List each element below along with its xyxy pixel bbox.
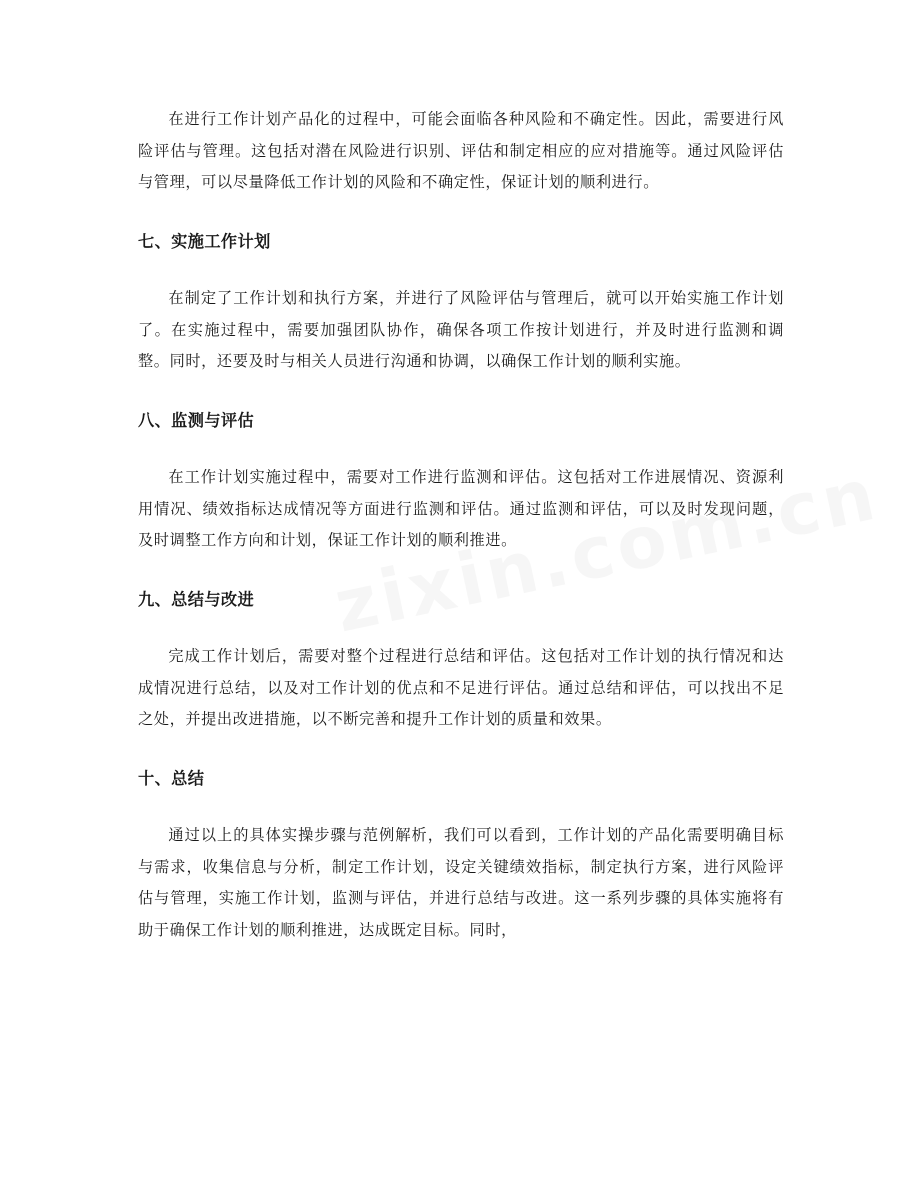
paragraph-implement-plan: 在制定了工作计划和执行方案，并进行了风险评估与管理后，就可以开始实施工作计划了。在实施过程中，需要加强团队协作，确保各项工作按计划进行，并及时进行监测和调整。同时，还要及时与相关人员进行沟通和协调，以确保工作计划的顺利实施。 [138,289,784,370]
heading-implement-plan: 七、实施工作计划 [138,231,271,251]
paragraph-risk-management: 在进行工作计划产品化的过程中，可能会面临各种风险和不确定性。因此，需要进行风险评估与管理。这包括对潜在风险进行识别、评估和制定相应的应对措施等。通过风险评估与管理，可以尽量降低工作计划的风险和不确定性，保证计划的顺利进行。 [138,110,784,191]
paragraph-summary-improve: 完成工作计划后，需要对整个过程进行总结和评估。这包括对工作计划的执行情况和达成情况进行总结，以及对工作计划的优点和不足进行评估。通过总结和评估，可以找出不足之处，并提出改进措施，以不断完善和提升工作计划的质量和效果。 [138,647,784,728]
document-body [138,104,784,946]
heading-monitor-evaluate: 八、监测与评估 [138,410,255,430]
paragraph-monitor-evaluate: 在工作计划实施过程中，需要对工作进行监测和评估。这包括对工作进展情况、资源利用情况、绩效指标达成情况等方面进行监测和评估。通过监测和评估，可以及时发现问题，及时调整工作方向和计划，保证工作计划的顺利推进。 [138,468,784,549]
heading-conclusion: 十、总结 [138,768,205,788]
paragraph-conclusion: 通过以上的具体实操步骤与范例解析，我们可以看到，工作计划的产品化需要明确目标与需求，收集信息与分析，制定工作计划，设定关键绩效指标，制定执行方案，进行风险评估与管理，实施工作计划，监测与评估，并进行总结与改进。这一系列步骤的具体实施将有助于确保工作计划的顺利推进，达成既定目标。同时， [138,826,784,939]
heading-summary-improve: 九、总结与改进 [138,589,255,609]
